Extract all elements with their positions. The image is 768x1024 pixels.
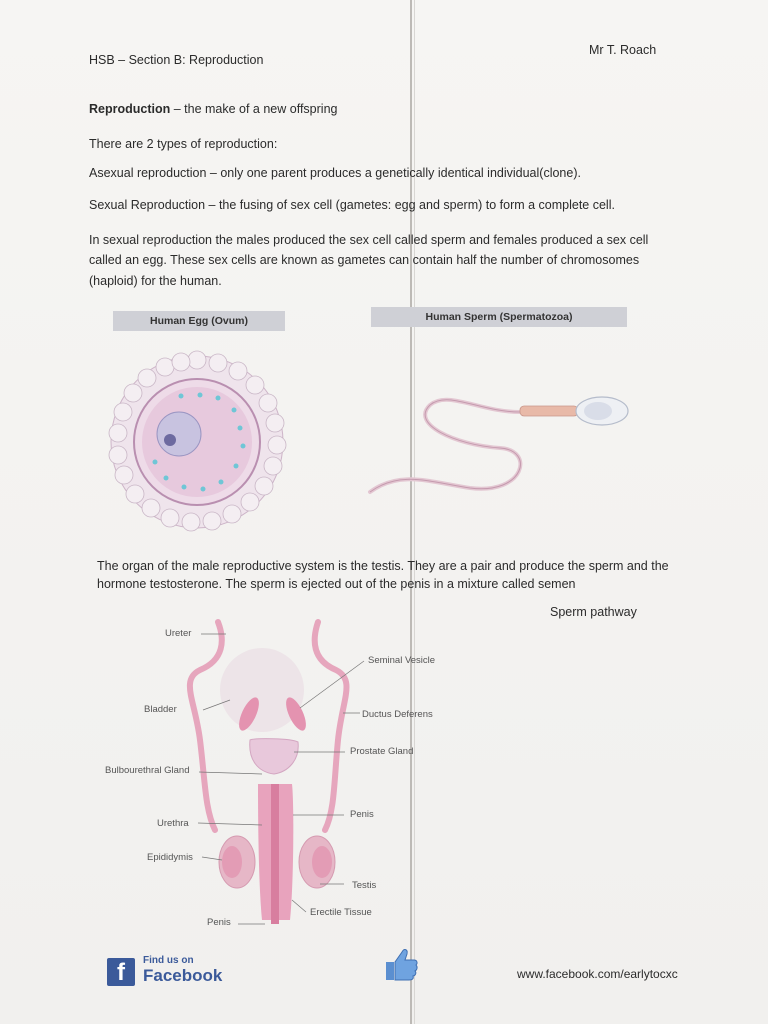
teacher-name: Mr T. Roach — [589, 43, 657, 57]
egg-figure-label: Human Egg (Ovum) — [113, 311, 285, 331]
label-urethra: Urethra — [157, 818, 189, 829]
thumbs-up-icon — [380, 944, 420, 984]
sperm-figure-label: Human Sperm (Spermatozoa) — [371, 307, 627, 327]
gametes-paragraph-line-3: (haploid) for the human. — [89, 274, 222, 288]
label-seminal-vesicle: Seminal Vesicle — [368, 655, 436, 666]
sperm-pathway-heading: Sperm pathway — [550, 605, 637, 619]
label-epididymis: Epididymis — [147, 852, 193, 863]
organ-paragraph-line-2: hormone testosterone. The sperm is ejected out of the penis in a mixture called semen — [97, 577, 576, 591]
label-erectile-tissue: Erectile Tissue — [310, 907, 372, 918]
reproduction-term: Reproduction — [89, 102, 171, 116]
facebook-logo-icon: f — [107, 958, 135, 986]
label-bulbourethral-gland: Bulbourethral Gland — [105, 765, 190, 776]
reproduction-definition-text: – the make of a new offspring — [170, 102, 338, 116]
sperm-illustration — [370, 397, 628, 492]
types-intro: There are 2 types of reproduction: — [89, 137, 278, 151]
label-testis: Testis — [352, 880, 377, 891]
label-penis-left: Penis — [207, 917, 231, 928]
asexual-definition: Asexual reproduction – only one parent produces a genetically identical individual(clone). — [89, 166, 581, 180]
label-prostate-gland: Prostate Gland — [350, 746, 414, 757]
facebook-find-text: Find us on — [143, 955, 194, 966]
label-ureter: Ureter — [165, 628, 192, 639]
gametes-paragraph-line-1: In sexual reproduction the males produced the sex cell called sperm and females produced a sex cell — [89, 233, 649, 247]
facebook-badge — [107, 950, 227, 990]
label-penis-right: Penis — [350, 809, 374, 820]
organ-paragraph-line-1: The organ of the male reproductive system is the testis. They are a pair and produce the sperm and the — [97, 559, 669, 573]
facebook-name-text: Facebook — [143, 966, 223, 985]
label-ductus-deferens: Ductus Deferens — [362, 709, 433, 720]
course-header: HSB – Section B: Reproduction — [89, 53, 264, 67]
gametes-paragraph-line-2: called an egg. These sex cells are known as gametes can contain half the number of chromosomes — [89, 253, 640, 267]
label-bladder: Bladder — [144, 704, 177, 715]
facebook-url: www.facebook.com/earlytocxc — [517, 967, 678, 981]
egg-illustration — [109, 351, 286, 531]
sexual-definition: Sexual Reproduction – the fusing of sex cell (gametes: egg and sperm) to form a complete cell. — [89, 198, 615, 212]
male-reproductive-diagram — [190, 622, 364, 924]
